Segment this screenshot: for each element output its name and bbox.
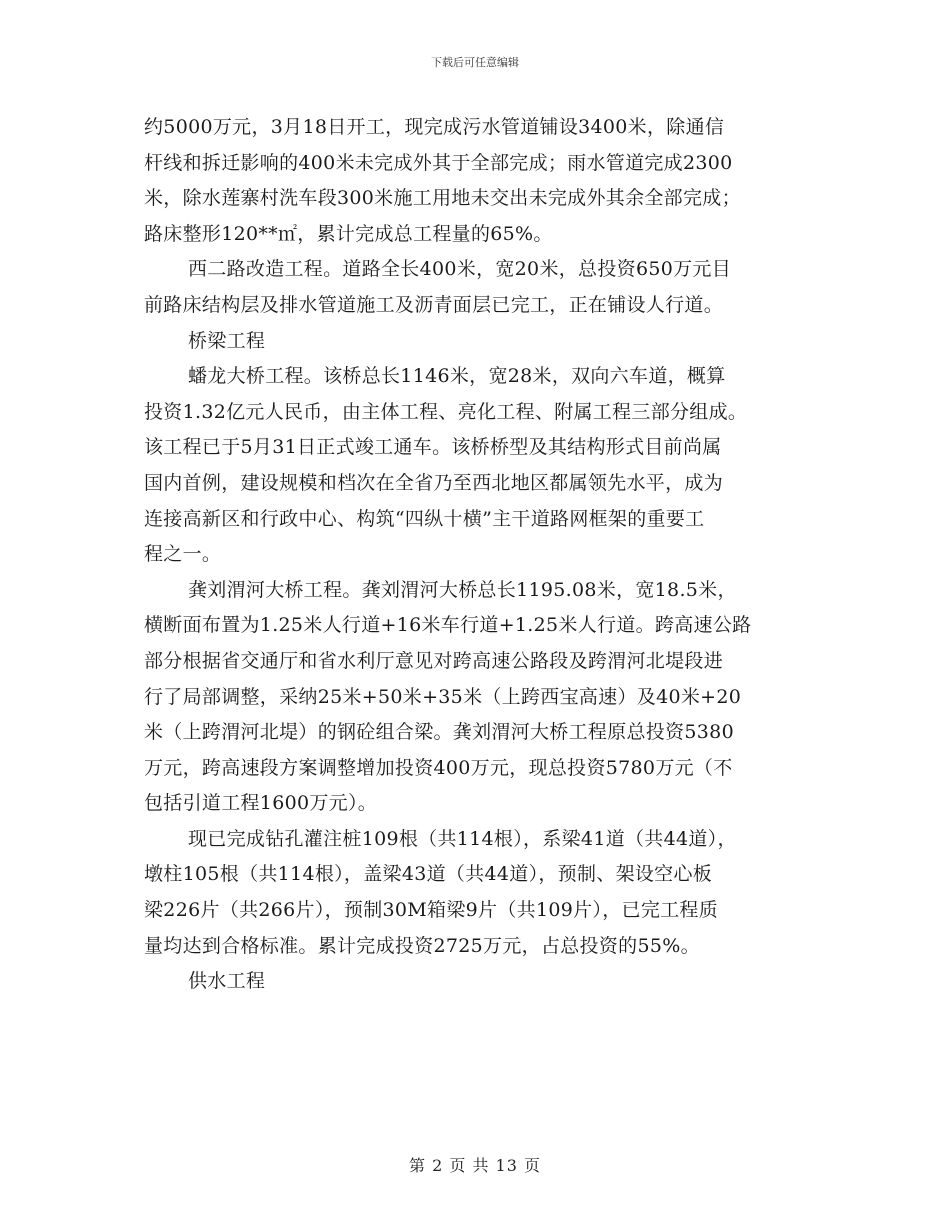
body-line: 行了局部调整，采纳25米+50米+35米（上跨西宝高速）及40米+20 <box>144 685 742 708</box>
body-line: 杆线和拆迁影响的400米未完成外其于全部完成；雨水管道完成2300 <box>144 151 733 174</box>
body-line: 米（上跨渭河北堤）的钢砼组合梁。龚刘渭河大桥工程原总投资5380 <box>144 721 734 744</box>
body-line: 连接高新区和行政中心、构筑“四纵十横”主干道路网框架的重要工 <box>144 507 705 530</box>
body-line: 墩柱105根（共114根），盖梁43道（共44道），预制、架设空心板 <box>144 863 713 886</box>
paragraph-start-line: 西二路改造工程。道路全长400米，宽20米，总投资650万元目 <box>188 258 732 281</box>
body-line: 程之一。 <box>144 543 222 566</box>
body-line: 约5000万元，3月18日开工，现完成污水管道铺设3400米，除通信 <box>144 116 725 138</box>
body-line: 该工程已于5月31日正式竣工通车。该桥桥型及其结构形式目前尚属 <box>144 436 722 459</box>
paragraph-start-line: 蟠龙大桥工程。该桥总长1146米，宽28米，双向六车道，概算 <box>188 365 726 388</box>
download-note-header: 下载后可任意编辑 <box>431 56 519 69</box>
body-line: 部分根据省交通厅和省水利厅意见对跨高速公路段及跨渭河北堤段进 <box>144 649 724 672</box>
body-line: 前路床结构层及排水管道施工及沥青面层已完工，正在铺设人行道。 <box>144 293 724 316</box>
body-line: 梁226片（共266片），预制30M箱梁9片（共109片），已完工程质 <box>144 899 719 922</box>
body-line: 万元，跨高速段方案调整增加投资400万元，现总投资5780万元（不 <box>144 756 733 779</box>
section-heading-bridge: 桥梁工程 <box>188 329 266 352</box>
body-line: 横断面布置为1.25米人行道+16米车行道+1.25米人行道。跨高速公路 <box>144 614 752 637</box>
paragraph-start-line: 龚刘渭河大桥工程。龚刘渭河大桥总长1195.08米，宽18.5米， <box>188 578 737 601</box>
paragraph-start-line: 现已完成钻孔灌注桩109根（共114根），系梁41道（共44道）， <box>188 827 737 850</box>
document-body <box>144 110 824 1000</box>
body-line: 米，除水莲寨村洗车段300米施工用地未交出未完成外其余全部完成； <box>144 187 741 210</box>
body-line: 投资1.32亿元人民币，由主体工程、亮化工程、附属工程三部分组成。 <box>144 400 748 423</box>
body-line: 路床整形120**㎡，累计完成总工程量的65%。 <box>144 222 553 245</box>
section-heading-water: 供水工程 <box>188 970 266 993</box>
page-number-footer: 第 2 页 共 13 页 <box>409 1156 541 1175</box>
body-line: 量均达到合格标准。累计完成投资2725万元，占总投资的55%。 <box>144 934 700 957</box>
body-line: 国内首例，建设规模和档次在全省乃至西北地区都属领先水平，成为 <box>144 471 724 494</box>
body-line: 包括引道工程1600万元）。 <box>144 792 378 815</box>
